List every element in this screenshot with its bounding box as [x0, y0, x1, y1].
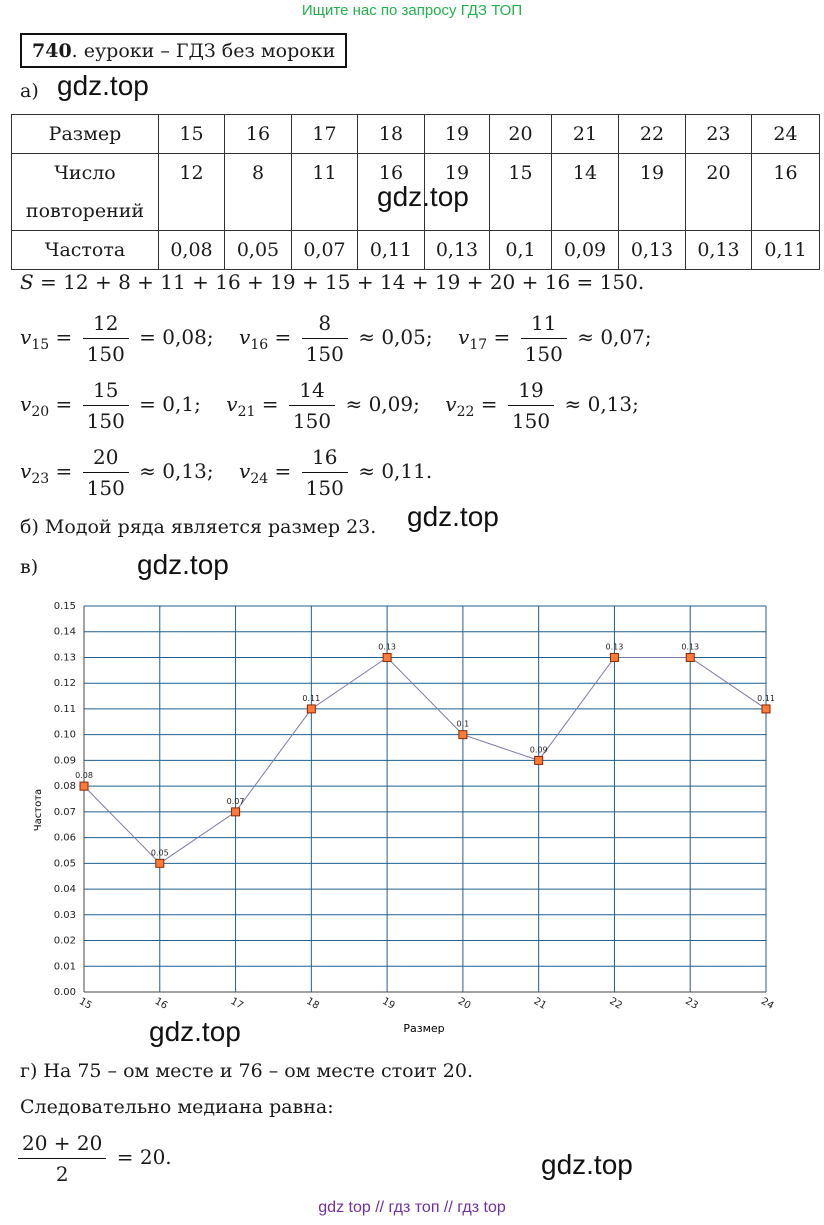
table-cell: 16: [225, 115, 292, 154]
table-cell: 23: [686, 115, 752, 154]
x-tick-label: 21: [531, 995, 549, 1012]
y-tick-label: 0.14: [53, 626, 76, 638]
data-point-label: 0.11: [757, 693, 775, 703]
table-cell: 16: [752, 154, 820, 231]
freq-eq: $v_{22}$ = $\frac{19}{150}$ ≈ 0,13;: [445, 378, 639, 433]
data-point-label: 0.13: [605, 642, 624, 652]
y-tick-label: 0.07: [53, 806, 76, 818]
var: v: [226, 392, 238, 416]
x-tick-label: 17: [228, 995, 246, 1012]
part-v-label: в): [20, 556, 39, 578]
table-cell: 20: [490, 115, 552, 154]
fraction: [83, 444, 129, 501]
table-cell: 0,11: [752, 231, 820, 270]
denominator: 150: [511, 409, 551, 433]
x-tick-label: 15: [76, 995, 94, 1012]
relation: ≈: [564, 392, 582, 416]
data-point-label: 0.08: [75, 771, 93, 781]
y-tick-label: 0.01: [53, 961, 76, 973]
table-cell: 11: [292, 154, 358, 231]
sum-symbol: S: [20, 270, 34, 294]
numerator: 16: [302, 444, 348, 473]
x-axis-label: Размер: [403, 1022, 445, 1035]
relation: ≈: [358, 459, 375, 483]
table-cell: 0,13: [686, 231, 752, 270]
y-tick-label: 0.12: [53, 678, 76, 690]
data-point-marker: [156, 859, 164, 867]
row-header: Размер: [12, 115, 159, 154]
fraction: [83, 377, 129, 434]
subscript: 24: [250, 471, 269, 487]
x-tick-label: 20: [455, 995, 473, 1012]
data-point-marker: [459, 731, 467, 739]
frequency-line-chart: [0, 595, 824, 1045]
subscript: 22: [456, 404, 475, 420]
table-cell: 14: [552, 154, 619, 231]
table-row-size: [12, 115, 820, 154]
y-tick-label: 0.00: [53, 987, 76, 998]
result: 0,05;: [381, 325, 433, 349]
numerator: 12: [83, 310, 129, 339]
data-point-label: 0.13: [378, 642, 397, 652]
table-cell: 0,09: [552, 231, 619, 270]
subscript: 20: [31, 404, 50, 420]
denominator: 150: [86, 409, 125, 433]
data-point-marker: [686, 653, 694, 661]
x-tick-label: 23: [683, 995, 700, 1012]
data-point-label: 0.13: [681, 642, 700, 652]
chart-grid: [84, 606, 766, 992]
denominator: 150: [524, 342, 563, 366]
var: v: [458, 325, 470, 349]
y-tick-label: 0.03: [53, 909, 76, 921]
table-cell: 19: [425, 115, 490, 154]
table-cell: 16: [358, 154, 425, 231]
watermark: gdz.top: [137, 549, 229, 580]
data-point-label: 0.07: [226, 796, 245, 806]
y-tick-label: 0.05: [53, 858, 76, 870]
data-point-label: 0.1: [456, 719, 470, 729]
watermark: gdz.top: [57, 70, 149, 101]
y-tick-label: 0.08: [53, 781, 76, 793]
table-cell: 0,05: [225, 231, 292, 270]
y-tick-label: 0.11: [53, 703, 76, 715]
row-header: [12, 154, 159, 231]
data-point-label: 0.05: [150, 848, 169, 858]
table-cell: 24: [752, 115, 820, 154]
data-point-marker: [762, 705, 770, 713]
watermark: gdz.top: [149, 1016, 241, 1047]
y-tick-label: 0.04: [53, 884, 76, 896]
y-tick-label: 0.06: [53, 832, 76, 844]
data-point-marker: [307, 705, 315, 713]
subscript: 15: [31, 337, 50, 353]
numerator: 8: [302, 310, 348, 339]
table-cell: 0,13: [619, 231, 686, 270]
result: 0,07;: [600, 325, 652, 349]
fraction: [18, 1130, 106, 1187]
data-point-marker: [535, 756, 543, 764]
x-tick-label: 22: [607, 995, 624, 1012]
freq-eq: $v_{17}$ = $\frac{11}{150}$ ≈ 0,07;: [458, 311, 652, 366]
y-tick-label: 0.02: [53, 935, 76, 947]
numerator: 20: [83, 444, 129, 473]
freq-eq: $v_{21}$ = $\frac{14}{150}$ ≈ 0,09;: [226, 378, 420, 433]
fraction: [302, 310, 348, 367]
footer-links[interactable]: gdz top // гдз топ // гдз top: [318, 1199, 506, 1216]
relation: ≈: [139, 459, 156, 483]
subscript: 16: [250, 337, 269, 353]
result: 0,09;: [368, 392, 420, 416]
table-cell: 0,1: [490, 231, 552, 270]
freq-eq-row: [20, 377, 639, 434]
x-tick-label: 16: [152, 995, 170, 1012]
part-g-text: г) На 75 – ом месте и 76 – ом месте стоит 20.: [20, 1060, 474, 1082]
table-cell: 17: [292, 115, 358, 154]
top-banner[interactable]: Ищите нас по запросу ГДЗ ТОП: [301, 2, 523, 19]
freq-eq-row: [20, 444, 432, 501]
y-tick-label: 0.10: [53, 729, 76, 741]
median-equation: [14, 1130, 172, 1187]
data-point-marker: [80, 782, 88, 790]
table-cell: 0,08: [159, 231, 225, 270]
y-tick-label: 0.09: [53, 755, 76, 767]
relation: ≈: [358, 325, 375, 349]
table-cell: 22: [619, 115, 686, 154]
subscript: 21: [237, 404, 256, 420]
numerator: 15: [83, 377, 129, 406]
result: 0,1;: [162, 392, 201, 416]
subscript: 23: [31, 471, 50, 487]
part-a-label: а): [20, 80, 39, 102]
fraction: [521, 310, 567, 367]
watermark: gdz.top: [541, 1149, 633, 1180]
numerator: 20 + 20: [18, 1130, 106, 1159]
subscript: 17: [469, 337, 488, 353]
row-header: Частота: [12, 231, 159, 270]
data-point-marker: [610, 653, 618, 661]
table-cell: 15: [159, 115, 225, 154]
x-tick-label: 24: [758, 995, 776, 1012]
task-number: 740: [32, 39, 72, 62]
var: v: [20, 392, 32, 416]
table-cell: 15: [490, 154, 552, 231]
denominator: 150: [305, 342, 344, 366]
var: v: [239, 459, 251, 483]
data-labels: [75, 642, 775, 857]
relation: =: [139, 325, 156, 349]
freq-eq: $v_{16}$ = $\frac{8}{150}$ ≈ 0,05;: [239, 311, 433, 366]
x-tick-label: 19: [380, 995, 397, 1012]
table-cell: 0,13: [425, 231, 490, 270]
relation: ≈: [345, 392, 363, 416]
denominator: 150: [292, 409, 332, 433]
part-b-text: б) Модой ряда является размер 23.: [20, 516, 377, 538]
result: 0,08;: [162, 325, 214, 349]
table-cell: 0,11: [358, 231, 425, 270]
table-row-frequency: [12, 231, 820, 270]
table-cell: 20: [686, 154, 752, 231]
numerator: 14: [289, 377, 335, 406]
row-header-line: Число: [54, 162, 116, 184]
result: 0,13;: [587, 392, 639, 416]
data-point-label: 0.09: [529, 745, 548, 755]
task-header: [20, 33, 347, 68]
freq-eq-row: [20, 310, 652, 367]
table-cell: 12: [159, 154, 225, 231]
table-cell: 18: [358, 115, 425, 154]
task-title: . еуроки – ГДЗ без мороки: [71, 39, 336, 62]
y-tick-label: 0.15: [53, 601, 76, 612]
freq-eq: $v_{24}$ = $\frac{16}{150}$ ≈ 0,11.: [239, 445, 433, 500]
table-cell: 19: [425, 154, 490, 231]
x-tick-labels: [77, 996, 776, 1012]
table-cell: 8: [225, 154, 292, 231]
freq-eq: $v_{15}$ = $\frac{12}{150}$ = 0,08;: [20, 311, 214, 366]
relation: =: [139, 392, 156, 416]
y-tick-label: 0.13: [53, 652, 76, 664]
freq-eq: $v_{20}$ = $\frac{15}{150}$ = 0,1;: [20, 378, 201, 433]
numerator: 19: [508, 377, 554, 406]
part-g-text: Следовательно медиана равна:: [20, 1096, 334, 1118]
table-cell: 0,07: [292, 231, 358, 270]
y-tick-labels: [54, 601, 76, 998]
freq-eq: $v_{23}$ = $\frac{20}{150}$ ≈ 0,13;: [20, 445, 214, 500]
denominator: 150: [86, 476, 125, 500]
result: = 20.: [116, 1145, 172, 1169]
fraction: [302, 444, 348, 501]
table-cell: 21: [552, 115, 619, 154]
var: v: [445, 392, 457, 416]
y-axis-label: Частота: [33, 788, 44, 832]
table-cell: 19: [619, 154, 686, 231]
data-point-label: 0.11: [302, 693, 321, 703]
data-point-marker: [232, 808, 240, 816]
row-header-line: повторений: [25, 200, 145, 222]
chart-axes: [84, 606, 766, 992]
result: 0,13;: [162, 459, 214, 483]
fraction: [83, 310, 129, 367]
watermark: gdz.top: [407, 501, 499, 532]
data-point-marker: [383, 653, 391, 661]
numerator: 11: [521, 310, 567, 339]
fraction: [508, 377, 554, 434]
sum-equation: [20, 270, 644, 294]
denominator: 150: [86, 342, 125, 366]
sum-expression: = 12 + 8 + 11 + 16 + 19 + 15 + 14 + 19 + 20 + 16 = 150.: [33, 270, 645, 294]
denominator: 150: [305, 476, 344, 500]
var: v: [20, 459, 32, 483]
var: v: [239, 325, 251, 349]
fraction: [289, 377, 335, 434]
result: 0,11.: [381, 459, 433, 483]
watermark: gdz.top: [377, 181, 469, 212]
var: v: [20, 325, 32, 349]
denominator: 2: [55, 1162, 69, 1186]
x-tick-label: 18: [304, 995, 321, 1012]
relation: ≈: [577, 325, 594, 349]
